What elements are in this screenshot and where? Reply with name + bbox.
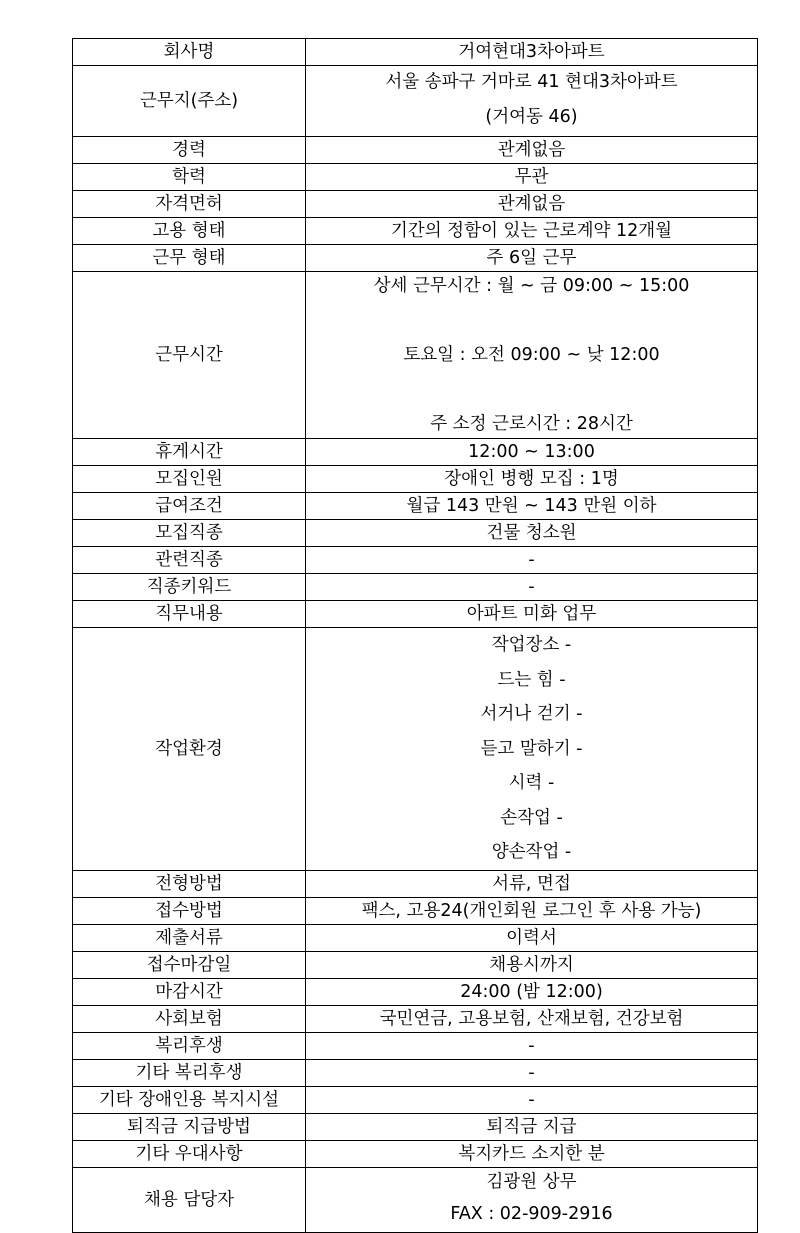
row-work-environment: [73, 628, 758, 871]
label-job-category: 모집직종: [73, 520, 306, 547]
label-documents: 제출서류: [73, 924, 306, 951]
value-severance: 퇴직금 지급: [306, 1113, 758, 1140]
label-recruiter: 채용 담당자: [73, 1167, 306, 1232]
value-related-job: -: [306, 547, 758, 574]
row-documents: [73, 924, 758, 951]
label-work-type: 근무 형태: [73, 245, 306, 272]
label-education: 학력: [73, 164, 306, 191]
row-career: [73, 137, 758, 164]
row-severance: [73, 1113, 758, 1140]
label-related-job: 관련직종: [73, 547, 306, 574]
label-other-welfare: 기타 복리후생: [73, 1059, 306, 1086]
label-headcount: 모집인원: [73, 466, 306, 493]
row-salary: [73, 493, 758, 520]
label-disability-facilities: 기타 장애인용 복지시설: [73, 1086, 306, 1113]
label-workplace-address: 근무지(주소): [73, 66, 306, 137]
value-workplace-address: 서울 송파구 거마로 41 현대3차아파트 (거여동 46): [306, 66, 758, 137]
row-workplace: [73, 66, 758, 137]
label-deadline-date: 접수마감일: [73, 951, 306, 978]
row-work-type: [73, 245, 758, 272]
value-preferences: 복지카드 소지한 분: [306, 1140, 758, 1167]
value-break-time: 12:00 ~ 13:00: [306, 439, 758, 466]
row-job-description: [73, 601, 758, 628]
row-job-keyword: [73, 574, 758, 601]
value-license: 관계없음: [306, 191, 758, 218]
value-work-hours: 상세 근무시간 : 월 ~ 금 09:00 ~ 15:00 토요일 : 오전 09:00 ~ 낮 12:00 주 소정 근로시간 : 28시간: [306, 272, 758, 439]
value-application-method: 팩스, 고용24(개인회원 로그인 후 사용 가능): [306, 897, 758, 924]
label-deadline-time: 마감시간: [73, 978, 306, 1005]
row-deadline-date: [73, 951, 758, 978]
value-company-name: 거여현대3차아파트: [306, 39, 758, 66]
row-deadline-time: [73, 978, 758, 1005]
row-headcount: [73, 466, 758, 493]
row-social-insurance: [73, 1005, 758, 1032]
label-application-method: 접수방법: [73, 897, 306, 924]
label-preferences: 기타 우대사항: [73, 1140, 306, 1167]
label-career: 경력: [73, 137, 306, 164]
row-job-category: [73, 520, 758, 547]
value-documents: 이력서: [306, 924, 758, 951]
row-employment-type: [73, 218, 758, 245]
row-company: [73, 39, 758, 66]
label-license: 자격면허: [73, 191, 306, 218]
row-license: [73, 191, 758, 218]
row-recruiter: [73, 1167, 758, 1232]
row-preferences: [73, 1140, 758, 1167]
row-application-method: [73, 897, 758, 924]
row-other-welfare: [73, 1059, 758, 1086]
label-severance: 퇴직금 지급방법: [73, 1113, 306, 1140]
value-recruiter: 김광원 상무 FAX : 02-909-2916: [306, 1167, 758, 1232]
row-disability-facilities: [73, 1086, 758, 1113]
label-company-name: 회사명: [73, 39, 306, 66]
label-employment-type: 고용 형태: [73, 218, 306, 245]
value-social-insurance: 국민연금, 고용보험, 산재보험, 건강보험: [306, 1005, 758, 1032]
value-screening: 서류, 면접: [306, 870, 758, 897]
label-social-insurance: 사회보험: [73, 1005, 306, 1032]
row-screening: [73, 870, 758, 897]
label-screening: 전형방법: [73, 870, 306, 897]
label-salary: 급여조건: [73, 493, 306, 520]
label-welfare: 복리후생: [73, 1032, 306, 1059]
value-deadline-date: 채용시까지: [306, 951, 758, 978]
value-disability-facilities: -: [306, 1086, 758, 1113]
value-deadline-time: 24:00 (밤 12:00): [306, 978, 758, 1005]
job-posting-table: [72, 38, 758, 1233]
label-job-description: 직무내용: [73, 601, 306, 628]
label-job-keyword: 직종키워드: [73, 574, 306, 601]
label-break-time: 휴게시간: [73, 439, 306, 466]
row-break-time: [73, 439, 758, 466]
label-work-environment: 작업환경: [73, 628, 306, 871]
value-education: 무관: [306, 164, 758, 191]
value-salary: 월급 143 만원 ~ 143 만원 이하: [306, 493, 758, 520]
value-work-type: 주 6일 근무: [306, 245, 758, 272]
value-work-environment: 작업장소 - 드는 힘 - 서거나 걷기 - 듣고 말하기 - 시력 - 손작업 - 양손작업 -: [306, 628, 758, 871]
label-work-hours: 근무시간: [73, 272, 306, 439]
row-education: [73, 164, 758, 191]
row-related-job: [73, 547, 758, 574]
value-employment-type: 기간의 정함이 있는 근로계약 12개월: [306, 218, 758, 245]
value-job-keyword: -: [306, 574, 758, 601]
row-welfare: [73, 1032, 758, 1059]
job-posting-body: [73, 39, 758, 1233]
row-work-hours: [73, 272, 758, 439]
value-job-description: 아파트 미화 업무: [306, 601, 758, 628]
value-headcount: 장애인 병행 모집 : 1명: [306, 466, 758, 493]
value-other-welfare: -: [306, 1059, 758, 1086]
value-welfare: -: [306, 1032, 758, 1059]
value-career: 관계없음: [306, 137, 758, 164]
value-job-category: 건물 청소원: [306, 520, 758, 547]
